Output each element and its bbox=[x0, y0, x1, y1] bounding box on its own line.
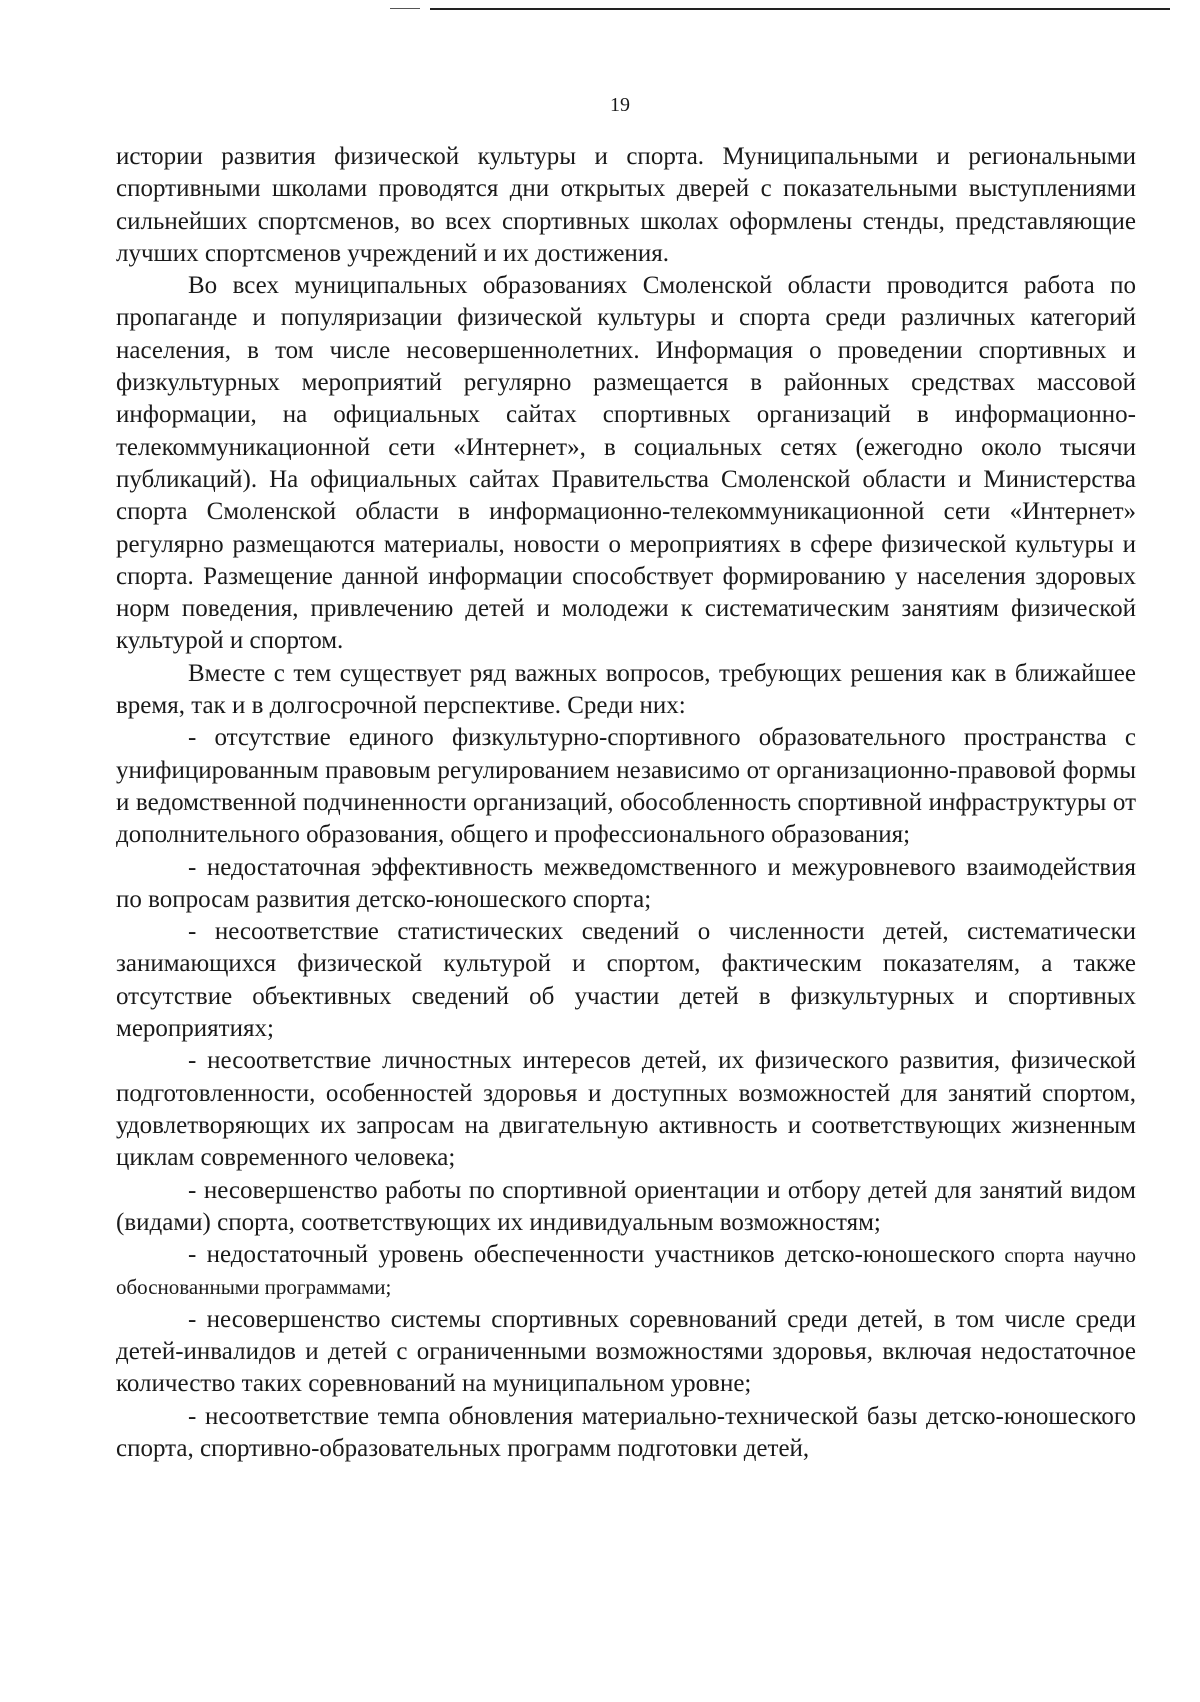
list-item: - несовершенство работы по спортивной ориентации и отбору детей для занятий видом (видами) спорта, соответствующих их индивидуальным возможностям; bbox=[116, 1176, 1136, 1236]
document-body bbox=[116, 141, 1136, 1465]
paragraph: Во всех муниципальных образованиях Смоленской области проводится работа по пропаганде и популяризации физической культуры и спорта среди различных категорий населения, в том числе несовершеннолетних. Информация о проведении спортивных и физкультурных мероприятий регулярно размещается в районных средствах массовой информации, на официальных сайтах спортивных организаций в информационно-телекоммуникационной сети «Интернет», в социальных сетях (ежегодно около тысячи публикаций). На официальных сайтах Правительства Смоленской области и Министерства спорта Смоленской области в информационно-телекоммуникационной сети «Интернет» регулярно размещаются материалы, новости о мероприятиях в сфере физической культуры и спорта. Размещение данной информации способствует формированию у населения здоровых норм поведения, привлечению детей и молодежи к систематическим занятиям физической культурой и спортом. bbox=[116, 272, 1136, 655]
top-scan-rule bbox=[430, 8, 1170, 10]
list-item-tail: спорта научно обоснованными программами; bbox=[116, 1243, 1136, 1300]
list-item: - отсутствие единого физкультурно-спортивного образовательного пространства с унифицированным правовым регулированием независимо от организационно-правовой формы и ведомственной подчиненности организаций, обособленность спортивной инфраструктуры от дополнительного образования, общего и профессионального образования; bbox=[116, 724, 1136, 849]
paragraph: истории развития физической культуры и спорта. Муниципальными и региональными спортивными школами проводятся дни открытых дверей с показательными выступлениями сильнейших спортсменов, во всех спортивных школах оформлены стенды, представляющие лучших спортсменов учреждений и их достижения. bbox=[116, 143, 1136, 267]
list-item: - несоответствие личностных интересов детей, их физического развития, физической подготовленности, особенностей здоровья и доступных возможностей для занятий спортом, удовлетворяющих их запросам на двигательную активность и соответствующих жизненным циклам современного человека; bbox=[116, 1047, 1136, 1172]
list-item: - несоответствие темпа обновления материально-технической базы детско-юношеского спорта, спортивно-образовательных программ подготовки детей, bbox=[116, 1402, 1136, 1462]
list-item bbox=[116, 1239, 1136, 1304]
top-scan-rule bbox=[390, 8, 420, 9]
list-item: - несовершенство системы спортивных соревнований среди детей, в том числе среди детей-инвалидов и детей с ограниченными возможностями здоровья, включая недостаточное количество таких соревнований на муниципальном уровне; bbox=[116, 1305, 1136, 1398]
list-item: - несоответствие статистических сведений о численности детей, систематически занимающихся физической культурой и спортом, фактическим показателям, а также отсутствие объективных сведений об участии детей в физкультурных и спортивных мероприятиях; bbox=[116, 918, 1136, 1043]
page-number: 19 bbox=[610, 94, 630, 116]
list-item-head: - недостаточный уровень обеспеченности участников детско-юношеского bbox=[188, 1241, 995, 1269]
list-item: - недостаточная эффективность межведомственного и межуровневого взаимодействия по вопросам развития детско-юношеского спорта; bbox=[116, 853, 1136, 913]
paragraph: Вместе с тем существует ряд важных вопросов, требующих решения как в ближайшее время, так и в долгосрочной перспективе. Среди них: bbox=[116, 659, 1136, 720]
